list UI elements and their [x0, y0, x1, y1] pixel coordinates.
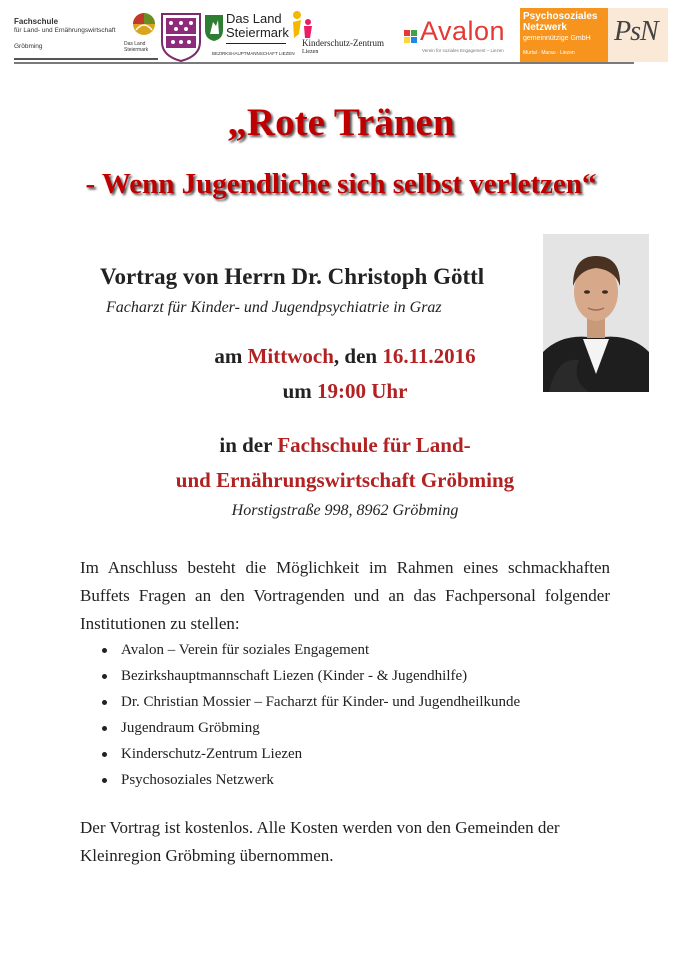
psn-mark-panel: [608, 8, 668, 62]
list-item: Jugendraum Gröbming: [98, 718, 520, 744]
list-item: Kinderschutz-Zentrum Liezen: [98, 744, 520, 770]
land-logo-line2: Steiermark: [226, 25, 289, 40]
location-venue-line2: und Ernährungswirtschaft Gröbming: [175, 468, 515, 492]
date-mid: , den: [333, 344, 383, 368]
header-rule: [14, 62, 634, 64]
speaker-specialty: Facharzt für Kinder- und Jugendpsychiatrie in Graz: [106, 299, 442, 316]
psn-logo-line3: gemeinnützige GmbH: [523, 35, 591, 42]
intro-paragraph: Im Anschluss besteht die Möglichkeit im Rahmen eines schmackhaften Buffets Fragen an den Vortragenden und an das Fachpersonal folgender Institutionen zu stellen:: [80, 558, 610, 633]
kinderschutz-logo-sub: Liezen: [302, 49, 319, 55]
fachschule-logo: [14, 8, 158, 62]
fachschule-logo-line1: Fachschule: [14, 17, 59, 26]
land-logo-line1: Das Land: [226, 11, 282, 26]
coat-of-arms-icon: [160, 10, 202, 64]
fachschule-logo-rule: [14, 58, 158, 60]
list-item: Dr. Christian Mossier – Facharzt für Kinder- und Jugendheilkunde: [98, 692, 520, 718]
location-line2: [0, 468, 682, 493]
kinderschutz-logo-name: Kinderschutz-Zentrum: [302, 38, 384, 48]
location-venue-line1: Fachschule für Land-: [277, 433, 471, 457]
land-logo-rule: [226, 43, 286, 44]
fachschule-logo-line2: für Land- und Ernährungswirtschaft: [14, 27, 116, 34]
psn-logo-line4: Murtal · Murau · Liezen: [523, 50, 575, 56]
avalon-logo-name: Avalon: [420, 16, 506, 46]
fachschule-logo-line3: Gröbming: [14, 43, 43, 50]
title-line1: „Rote Tränen: [227, 101, 455, 144]
location-line1: [0, 433, 682, 458]
fachschule-logo-small: Das Land Steiermark: [124, 41, 149, 53]
psn-logo: [520, 8, 668, 62]
speaker-name: Vortrag von Herrn Dr. Christoph Göttl: [100, 264, 485, 289]
steiermark-shield-icon: [204, 14, 224, 42]
list-item: Psychosoziales Netzwerk: [98, 770, 520, 796]
date-prefix: am: [214, 344, 248, 368]
event-time-line: [0, 379, 682, 404]
list-item: Avalon – Verein für soziales Engagement: [98, 640, 520, 666]
avalon-squares-icon: [404, 30, 418, 44]
avalon-logo: [404, 8, 520, 62]
time-prefix: um: [282, 379, 317, 403]
logo-strip: [14, 8, 668, 64]
psn-logo-mark: PsN: [614, 16, 658, 47]
event-weekday: Mittwoch: [247, 344, 334, 368]
institutions-list: [98, 640, 520, 796]
list-item: Bezirkshauptmannschaft Liezen (Kinder - & Jugendhilfe): [98, 666, 520, 692]
fachschule-emblem-icon: [132, 10, 156, 38]
land-logo-sub: BEZIRKSHAUPTMANNSCHAFT LIEZEN: [212, 51, 295, 56]
psn-logo-line2: Netzwerk: [523, 22, 567, 33]
closing-paragraph: Der Vortrag ist kostenlos. Alle Kosten werden von den Gemeinden der Kleinregion Gröbming übernommen.: [80, 818, 560, 865]
kinderschutz-figure-icon: [290, 10, 316, 40]
land-steiermark-logo: [204, 8, 295, 62]
location-address: Horstigstraße 998, 8962 Gröbming: [231, 502, 459, 519]
psn-logo-line1: Psychosoziales: [523, 11, 598, 22]
kinderschutz-logo: [290, 8, 402, 62]
event-date: 16.11.2016: [382, 344, 476, 368]
title-line2: - Wenn Jugendliche sich selbst verletzen“: [85, 168, 597, 200]
location-prefix: in der: [219, 433, 278, 457]
psn-orange-panel: [520, 8, 608, 62]
avalon-logo-sub: Verein für soziales Engagement – Liezen: [422, 48, 504, 53]
event-date-line: [0, 344, 682, 369]
event-time: 19:00 Uhr: [317, 379, 408, 403]
